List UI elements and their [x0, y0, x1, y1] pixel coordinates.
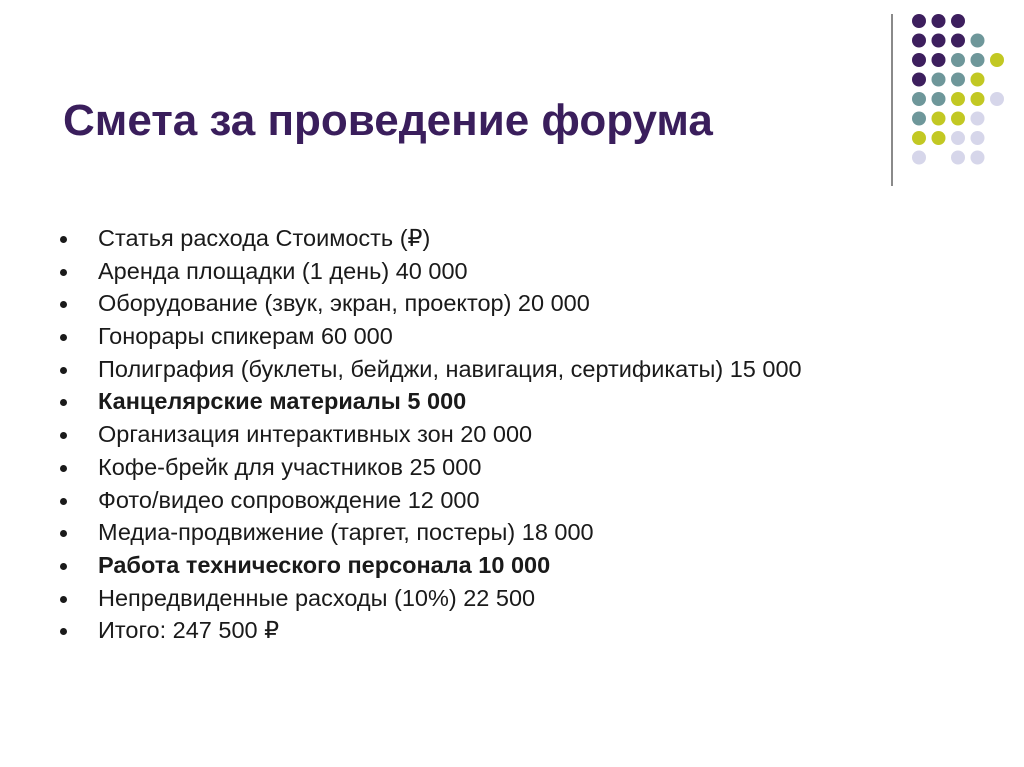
expense-item-text: Работа технического персонала 10 000 [98, 551, 551, 578]
bullet-icon [60, 432, 67, 439]
expense-item [60, 516, 802, 549]
expense-item [60, 582, 802, 615]
decorative-dot [912, 53, 926, 67]
decorative-dot [990, 53, 1004, 67]
expense-item-text: Канцелярские материалы 5 000 [98, 388, 467, 415]
decorative-dot [951, 112, 965, 126]
decorative-dot [951, 34, 965, 48]
expense-item [60, 451, 802, 484]
decorative-dot [932, 73, 946, 87]
decorative-dot [912, 73, 926, 87]
expense-item-text: Фото/видео сопровождение 12 000 [98, 486, 480, 513]
expense-item [60, 549, 802, 582]
decorative-dot [971, 112, 985, 126]
decorative-dot [932, 34, 946, 48]
decorative-dot [932, 53, 946, 67]
decorative-dot [912, 131, 926, 145]
decorative-dot [951, 73, 965, 87]
decorative-dot [912, 92, 926, 106]
expense-item-text: Организация интерактивных зон 20 000 [98, 421, 533, 448]
expense-item-text: Статья расхода Стоимость (₽) [98, 225, 431, 251]
bullet-icon [60, 334, 67, 341]
bullet-icon [60, 367, 67, 374]
slide-title: Смета за проведение форума [63, 96, 713, 145]
decorative-dot [951, 131, 965, 145]
decorative-dot [971, 53, 985, 67]
bullet-icon [60, 399, 67, 406]
expense-item-text: Кофе-брейк для участников 25 000 [98, 453, 482, 480]
decorative-dot [971, 131, 985, 145]
bullet-icon [60, 236, 67, 243]
decorative-dot [932, 92, 946, 106]
expense-item [60, 255, 802, 288]
decorative-dot [932, 112, 946, 126]
expense-item [60, 385, 802, 418]
expense-item [60, 222, 802, 255]
expense-item-text: Гонорары спикерам 60 000 [98, 323, 393, 350]
decorative-dot [951, 14, 965, 28]
expense-item [60, 320, 802, 353]
decorative-dot [912, 112, 926, 126]
bullet-icon [60, 465, 67, 472]
expense-item-text: Полиграфия (буклеты, бейджи, навигация, сертификаты) 15 000 [98, 355, 802, 382]
bullet-icon [60, 628, 67, 635]
expense-item [60, 418, 802, 451]
decorative-dot [951, 53, 965, 67]
title-divider-line [891, 14, 893, 186]
decorative-dot [990, 92, 1004, 106]
decorative-dot [912, 151, 926, 165]
bullet-icon [60, 596, 67, 603]
expense-item [60, 353, 802, 386]
decorative-dot [932, 14, 946, 28]
decorative-dot [971, 151, 985, 165]
expense-item-text: Оборудование (звук, экран, проектор) 20 000 [98, 290, 590, 317]
bullet-icon [60, 563, 67, 570]
decorative-dot [971, 73, 985, 87]
bullet-icon [60, 498, 67, 505]
decorative-dot [951, 151, 965, 165]
expense-item [60, 287, 802, 320]
bullet-icon [60, 269, 67, 276]
decorative-dot [932, 131, 946, 145]
decorative-dot [912, 14, 926, 28]
decorative-dot [971, 92, 985, 106]
decorative-dot [971, 34, 985, 48]
expense-item [60, 614, 802, 647]
bullet-icon [60, 530, 67, 537]
expense-list [60, 222, 802, 647]
expense-item-text: Итого: 247 500 ₽ [98, 617, 280, 644]
decorative-dot [951, 92, 965, 106]
expense-item [60, 484, 802, 517]
bullet-icon [60, 301, 67, 308]
decorative-dot [912, 34, 926, 48]
expense-item-text: Медиа-продвижение (таргет, постеры) 18 000 [98, 519, 594, 546]
expense-item-text: Непредвиденные расходы (10%) 22 500 [98, 584, 536, 611]
expense-item-text: Аренда площадки (1 день) 40 000 [98, 257, 468, 284]
